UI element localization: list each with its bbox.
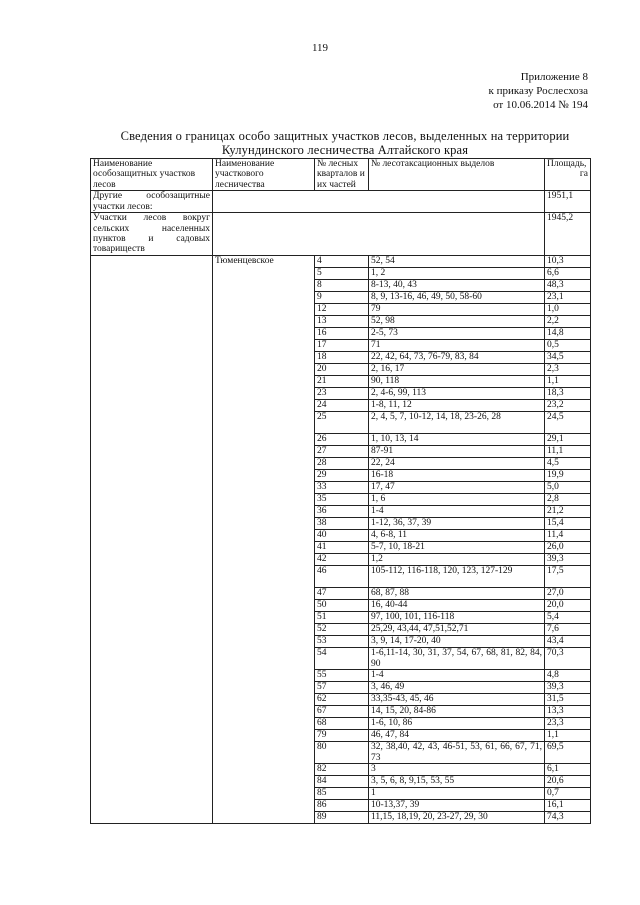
quarter-cell: 53 — [315, 636, 369, 648]
quarter-cell: 62 — [315, 694, 369, 706]
quarter-cell: 18 — [315, 352, 369, 364]
area-cell: 23,1 — [545, 292, 591, 304]
quarter-cell: 12 — [315, 304, 369, 316]
quarter-cell: 82 — [315, 764, 369, 776]
area-cell: 29,1 — [545, 434, 591, 446]
allotments-cell: 1-4 — [369, 670, 545, 682]
allotments-cell: 71 — [369, 340, 545, 352]
allotments-cell: 3, 9, 14, 17-20, 40 — [369, 636, 545, 648]
table-row-other-areas — [91, 191, 591, 213]
header-forestry-name: Наименование участкового лесничества — [213, 159, 315, 191]
area-cell: 1,0 — [545, 304, 591, 316]
area-cell: 20,0 — [545, 600, 591, 612]
quarter-cell: 38 — [315, 518, 369, 530]
allotments-cell: 8, 9, 13-16, 46, 49, 50, 58-60 — [369, 292, 545, 304]
area-cell: 17,5 — [545, 566, 591, 588]
area-cell: 18,3 — [545, 388, 591, 400]
area-cell: 31,5 — [545, 694, 591, 706]
quarter-cell: 17 — [315, 340, 369, 352]
quarter-cell: 42 — [315, 554, 369, 566]
quarter-cell: 9 — [315, 292, 369, 304]
table-header-row — [91, 159, 591, 191]
allotments-cell: 1, 6 — [369, 494, 545, 506]
quarter-cell: 4 — [315, 256, 369, 268]
quarter-cell: 89 — [315, 812, 369, 824]
allotments-cell: 16-18 — [369, 470, 545, 482]
quarter-cell: 24 — [315, 400, 369, 412]
protected-areas-table — [90, 158, 591, 824]
quarter-cell: 5 — [315, 268, 369, 280]
header-area — [545, 159, 591, 191]
area-cell: 11,4 — [545, 530, 591, 542]
quarter-cell: 26 — [315, 434, 369, 446]
header-quarters: № лесных кварталов и их частей — [315, 159, 369, 191]
allotments-cell: 32, 38,40, 42, 43, 46-51, 53, 61, 66, 67, 71, 73 — [369, 742, 545, 764]
area-cell: 6,6 — [545, 268, 591, 280]
allotments-cell: 1 — [369, 788, 545, 800]
header-area-name: Наименование особозащитных участков лесов — [91, 159, 213, 191]
table-row-settlement-areas — [91, 213, 591, 256]
area-cell: 69,5 — [545, 742, 591, 764]
allotments-cell: 1-8, 11, 12 — [369, 400, 545, 412]
allotments-cell: 17, 47 — [369, 482, 545, 494]
allotments-cell: 22, 24 — [369, 458, 545, 470]
quarter-cell: 84 — [315, 776, 369, 788]
area-cell: 39,3 — [545, 682, 591, 694]
allotments-cell: 1, 2 — [369, 268, 545, 280]
quarter-cell: 8 — [315, 280, 369, 292]
allotments-cell: 1-6,11-14, 30, 31, 37, 54, 67, 68, 81, 82, 84, 90 — [369, 648, 545, 670]
area-cell: 26,0 — [545, 542, 591, 554]
allotments-cell: 14, 15, 20, 84-86 — [369, 706, 545, 718]
quarter-cell: 23 — [315, 388, 369, 400]
allotments-cell: 97, 100, 101, 116-118 — [369, 612, 545, 624]
allotments-cell: 8-13, 40, 43 — [369, 280, 545, 292]
area-cell: 2,8 — [545, 494, 591, 506]
quarter-cell: 51 — [315, 612, 369, 624]
settlement-areas-label: Участки лесов вокруг сельских населенных пунктов и садовых товариществ — [91, 213, 213, 256]
quarter-cell: 40 — [315, 530, 369, 542]
other-areas-label: Другие особозащитные участки лесов: — [91, 191, 213, 213]
area-cell: 43,4 — [545, 636, 591, 648]
allotments-cell: 52, 98 — [369, 316, 545, 328]
area-cell: 34,5 — [545, 352, 591, 364]
allotments-cell: 2-5, 73 — [369, 328, 545, 340]
settlement-areas-total: 1945,2 — [545, 213, 591, 256]
page-number: 119 — [311, 42, 329, 54]
area-cell: 24,5 — [545, 412, 591, 434]
quarter-cell: 13 — [315, 316, 369, 328]
appendix-line-2: к приказу Рослесхоза — [488, 85, 588, 97]
quarter-cell: 50 — [315, 600, 369, 612]
allotments-cell: 2, 4, 5, 7, 10-12, 14, 18, 23-26, 28 — [369, 412, 545, 434]
quarter-cell: 55 — [315, 670, 369, 682]
table-row — [91, 256, 591, 268]
allotments-cell: 33,35-43, 45, 46 — [369, 694, 545, 706]
area-cell: 11,1 — [545, 446, 591, 458]
area-cell: 23,3 — [545, 718, 591, 730]
allotments-cell: 1-4 — [369, 506, 545, 518]
quarter-cell: 85 — [315, 788, 369, 800]
area-cell: 1,1 — [545, 730, 591, 742]
area-cell: 4,5 — [545, 458, 591, 470]
area-cell: 7,6 — [545, 624, 591, 636]
allotments-cell: 25,29, 43,44, 47,51,52,71 — [369, 624, 545, 636]
allotments-cell: 10-13,37, 39 — [369, 800, 545, 812]
allotments-cell: 1,2 — [369, 554, 545, 566]
allotments-cell: 1-6, 10, 86 — [369, 718, 545, 730]
quarter-cell: 80 — [315, 742, 369, 764]
allotments-cell: 1-12, 36, 37, 39 — [369, 518, 545, 530]
allotments-cell: 79 — [369, 304, 545, 316]
allotments-cell: 87-91 — [369, 446, 545, 458]
header-area-line-2: га — [579, 169, 588, 180]
area-cell: 19,9 — [545, 470, 591, 482]
allotments-cell: 2, 4-6, 99, 113 — [369, 388, 545, 400]
quarter-cell: 67 — [315, 706, 369, 718]
allotments-cell: 3, 5, 6, 8, 9,15, 53, 55 — [369, 776, 545, 788]
forestry-name-cell: Тюменцевское — [213, 256, 315, 824]
title-line-1: Сведения о границах особо защитных участков лесов, выделенных на территории — [120, 129, 570, 143]
area-cell: 5,0 — [545, 482, 591, 494]
allotments-cell: 46, 47, 84 — [369, 730, 545, 742]
quarter-cell: 47 — [315, 588, 369, 600]
area-cell: 74,3 — [545, 812, 591, 824]
area-cell: 39,3 — [545, 554, 591, 566]
allotments-cell: 11,15, 18,19, 20, 23-27, 29, 30 — [369, 812, 545, 824]
quarter-cell: 25 — [315, 412, 369, 434]
quarter-cell: 20 — [315, 364, 369, 376]
appendix-reference — [489, 70, 588, 112]
area-cell: 10,3 — [545, 256, 591, 268]
area-cell: 2,2 — [545, 316, 591, 328]
other-areas-empty-cell — [213, 191, 545, 213]
other-areas-total: 1951,1 — [545, 191, 591, 213]
area-cell: 21,2 — [545, 506, 591, 518]
title-line-2: Кулундинского лесничества Алтайского края — [221, 143, 469, 157]
allotments-cell: 2, 16, 17 — [369, 364, 545, 376]
quarter-cell: 86 — [315, 800, 369, 812]
quarter-cell: 52 — [315, 624, 369, 636]
quarter-cell: 68 — [315, 718, 369, 730]
area-cell: 14,8 — [545, 328, 591, 340]
allotments-cell: 22, 42, 64, 73, 76-79, 83, 84 — [369, 352, 545, 364]
area-cell: 2,3 — [545, 364, 591, 376]
allotments-cell: 4, 6-8, 11 — [369, 530, 545, 542]
settlement-areas-empty-cell — [213, 213, 545, 256]
appendix-line-3: от 10.06.2014 № 194 — [493, 99, 588, 111]
area-cell: 6,1 — [545, 764, 591, 776]
quarter-cell: 29 — [315, 470, 369, 482]
quarter-cell: 21 — [315, 376, 369, 388]
document-title — [90, 129, 600, 157]
allotments-cell: 16, 40-44 — [369, 600, 545, 612]
area-cell: 1,1 — [545, 376, 591, 388]
allotments-cell: 1, 10, 13, 14 — [369, 434, 545, 446]
area-cell: 4,8 — [545, 670, 591, 682]
area-cell: 5,4 — [545, 612, 591, 624]
area-cell: 0,7 — [545, 788, 591, 800]
quarter-cell: 57 — [315, 682, 369, 694]
area-cell: 70,3 — [545, 648, 591, 670]
appendix-line-1: Приложение 8 — [520, 71, 588, 83]
quarter-cell: 54 — [315, 648, 369, 670]
area-cell: 0,5 — [545, 340, 591, 352]
allotments-cell: 90, 118 — [369, 376, 545, 388]
quarter-cell: 41 — [315, 542, 369, 554]
header-area-line-1: Площадь, — [547, 159, 587, 169]
allotments-cell: 3, 46, 49 — [369, 682, 545, 694]
area-name-blank-cell — [91, 256, 213, 824]
quarter-cell: 16 — [315, 328, 369, 340]
area-cell: 23,2 — [545, 400, 591, 412]
quarter-cell: 28 — [315, 458, 369, 470]
area-cell: 20,6 — [545, 776, 591, 788]
quarter-cell: 79 — [315, 730, 369, 742]
header-allotments: № лесотаксационных выделов — [369, 159, 545, 191]
allotments-cell: 5-7, 10, 18-21 — [369, 542, 545, 554]
area-cell: 15,4 — [545, 518, 591, 530]
area-cell: 48,3 — [545, 280, 591, 292]
quarter-cell: 35 — [315, 494, 369, 506]
quarter-cell: 36 — [315, 506, 369, 518]
quarter-cell: 33 — [315, 482, 369, 494]
quarter-cell: 27 — [315, 446, 369, 458]
quarter-cell: 46 — [315, 566, 369, 588]
area-cell: 13,3 — [545, 706, 591, 718]
area-cell: 27,0 — [545, 588, 591, 600]
allotments-cell: 3 — [369, 764, 545, 776]
allotments-cell: 68, 87, 88 — [369, 588, 545, 600]
allotments-cell: 52, 54 — [369, 256, 545, 268]
area-cell: 16,1 — [545, 800, 591, 812]
allotments-cell: 105-112, 116-118, 120, 123, 127-129 — [369, 566, 545, 588]
